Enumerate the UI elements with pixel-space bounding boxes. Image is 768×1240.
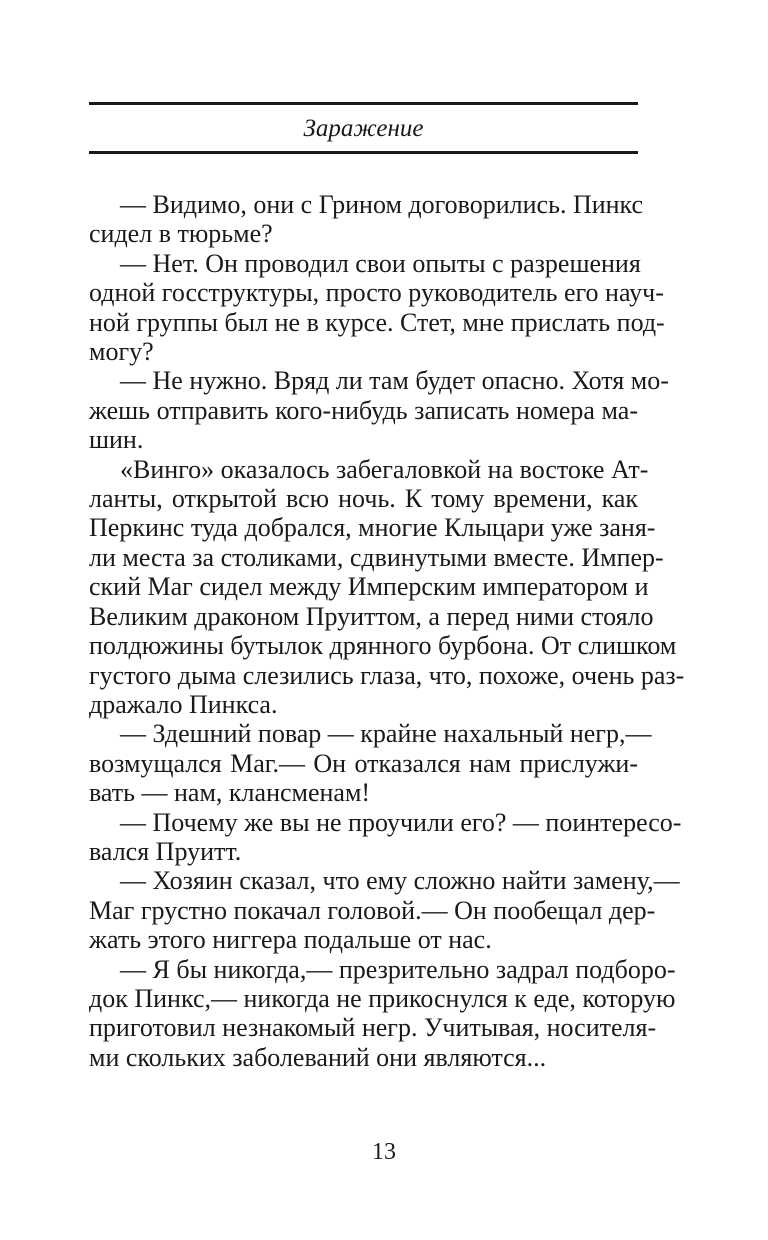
text-line: Великим драконом Пруиттом, а перед ними стояло — [89, 601, 654, 631]
text-line: «Винго» оказалось забегаловкой на востоке Ат- — [120, 454, 649, 484]
text-line: жешь отправить кого-нибудь записать номера ма- — [89, 395, 638, 425]
text-line: — Я бы никогда,— презрительно задрал подборо- — [120, 954, 676, 984]
text-line: ли места за столиками, сдвинутыми вместе. Импер- — [89, 542, 664, 572]
text-line: жать этого ниггера подальше от нас. — [89, 925, 492, 955]
text-line: — Здешний повар — крайне нахальный негр,— — [120, 719, 652, 749]
paragraph — [89, 248, 665, 367]
paragraph — [89, 719, 652, 808]
paragraph — [89, 190, 644, 249]
text-line: сидел в тюрьме? — [89, 219, 273, 249]
paragraph — [89, 807, 682, 867]
paragraph — [89, 366, 669, 455]
text-line: ной группы был не в курсе. Стет, мне прислать под- — [89, 307, 665, 337]
text-line: шин. — [89, 425, 144, 455]
text-line: вался Пруитт. — [89, 836, 242, 866]
text-line: полдюжины бутылок дрянного бурбона. От слишком — [89, 631, 677, 661]
header-bottom-rule — [89, 151, 638, 154]
text-line: могу? — [89, 337, 154, 367]
text-line: — Не нужно. Вряд ли там будет опасно. Хотя мо- — [120, 366, 669, 396]
paragraph — [89, 454, 685, 720]
paragraph — [89, 866, 680, 955]
page-number: 13 — [372, 1139, 396, 1165]
text-line: ланты, открытой всю ночь. К тому времени, как — [89, 484, 638, 514]
text-line: Перкинс туда добрался, многие Клыцари уже заня- — [89, 513, 656, 543]
header-top-rule — [89, 102, 638, 105]
text-line: — Видимо, они с Грином договорились. Пинкс — [120, 190, 644, 219]
text-line: ми скольких заболеваний они являются... — [89, 1042, 547, 1072]
running-head: Заражение — [303, 115, 424, 142]
text-line: дражало Пинкса. — [89, 689, 278, 719]
text-line: — Хозяин сказал, что ему сложно найти замену,— — [120, 866, 680, 896]
paragraph — [89, 954, 676, 1073]
text-line: — Почему же вы не проучили его? — поинтересо- — [120, 807, 682, 837]
text-line: вать — нам, клансменам! — [89, 778, 371, 808]
text-line: ский Маг сидел между Имперским императором и — [89, 572, 649, 602]
text-line: приготовил незнакомый негр. Учитывая, носителя- — [89, 1013, 657, 1043]
text-line: возмущался Маг.— Он отказался нам прислужи- — [89, 748, 638, 778]
body-text — [89, 190, 685, 1072]
text-line: Маг грустно покачал головой.— Он пообещал дер- — [89, 895, 656, 925]
text-line: густого дыма слезились глаза, что, похоже, очень раз- — [89, 660, 685, 690]
text-line: — Нет. Он проводил свои опыты с разрешения — [120, 248, 641, 278]
text-line: одной госструктуры, просто руководитель его науч- — [89, 278, 664, 308]
text-line: док Пинкс,— никогда не прикоснулся к еде, которую — [89, 983, 676, 1013]
